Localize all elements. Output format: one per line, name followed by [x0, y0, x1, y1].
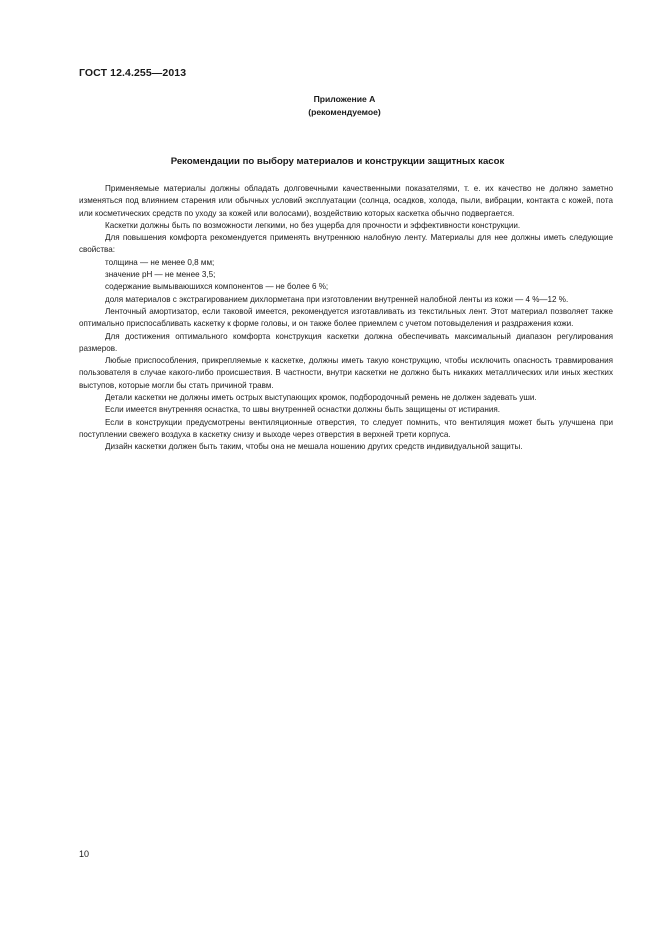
- paragraph-lightweight: Каскетки должны быть по возможности легкими, но без ущерба для прочности и эффективности конструкции.: [105, 220, 521, 230]
- appendix-subtitle: (рекомендуемое): [308, 107, 381, 117]
- paragraph-ph: значение pH — не менее 3,5;: [105, 270, 216, 280]
- paragraph-leachables: содержание вымываюшихся компонентов — не более 6 %;: [105, 282, 329, 292]
- paragraph-headband: Для повышения комфорта рекомендуется применять внутреннюю налобную ленту. Материалы для нее должны иметь следующие свойства:: [79, 233, 613, 255]
- body-text: [79, 183, 613, 454]
- paragraph-materials: Применяемые материалы должны обладать долговечными качественными показателями, т. е. их качество не должно заметно изменяться под влиянием старения или обычных условий эксплуатации (солнца, осадков, холода, пыли, вибрации, контакта с кожей, пота или косметических средств по уходу за кожей или волосами), воздействию которых каскетка обычно подвергается.: [79, 184, 613, 218]
- paragraph-design: Дизайн каскетки должен быть таким, чтобы она не мешала ношению других средств индивидуальной защиты.: [105, 442, 523, 452]
- paragraph-ventilation: Если в конструкции предусмотрены вентиляционные отверстия, то следует помнить, что вентиляция может быть улучшена при поступлении свежего воздуха в каскетку снизу и выходе через отверстия в верхней трети корпуса.: [79, 417, 613, 439]
- page-number: 10: [79, 849, 90, 859]
- paragraph-thickness: толщина — не менее 0,8 мм;: [105, 257, 215, 267]
- section-title: Рекомендации по выбору материалов и конструкции защитных касок: [170, 156, 505, 167]
- paragraph-seams: Если имеется внутренняя оснастка, то швы внутренней оснастки должны быть защищены от истирания.: [105, 405, 501, 415]
- appendix-title: Приложение А: [313, 94, 376, 104]
- paragraph-shock-absorber: Ленточный амортизатор, если таковой имеется, рекомендуется изготавливать из текстильных лент. Этот материал позволяет также оптимально приспосабливать каскетку к форме головы, и он также более приемлем с учетом потовыделения и раздражения кожи.: [79, 306, 613, 329]
- paragraph-dichloromethane: доля материалов с экстрагированием дихлорметана при изготовлении внутренней налобной ленты из кожи — 4 %—12 %.: [105, 294, 569, 304]
- paragraph-comfort: Для достижения оптимального комфорта конструкция каскетки должна обеспечивать максимальный диапазон регулирования размеров.: [79, 331, 613, 353]
- paragraph-attachments: Любые приспособления, прикрепляемые к каскетке, должны иметь такую конструкцию, чтобы исключить опасность травмирования пользователя в случае какого-либо происшествия. В частности, внутри каскетки не должно быть никаких металлических или иных жестких выступов, которые могли бы стать причиной травм.: [79, 356, 613, 390]
- document-code: ГОСТ 12.4.255—2013: [79, 67, 187, 79]
- paragraph-edges: Детали каскетки не должны иметь острых выступающих кромок, подбородочный ремень не должен задевать уши.: [105, 393, 537, 403]
